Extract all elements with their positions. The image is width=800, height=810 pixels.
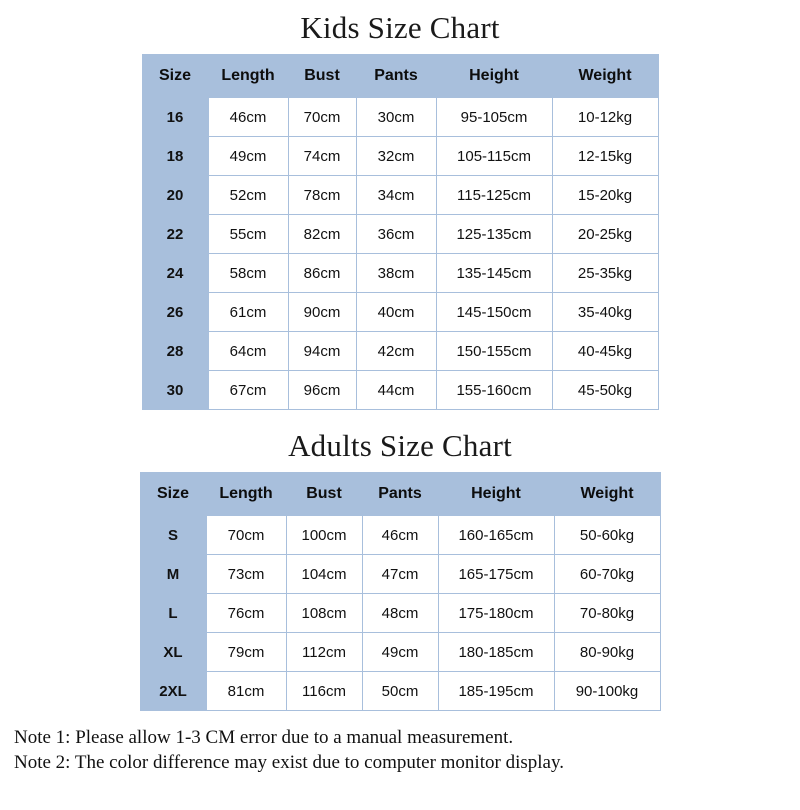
column-header-length: Length [208,55,288,98]
table-row [142,371,658,410]
cell-height: 150-155cm [436,332,552,371]
cell-size: 26 [142,293,208,332]
cell-pants: 47cm [362,555,438,594]
notes-section [0,725,800,775]
cell-weight: 25-35kg [552,254,658,293]
cell-weight: 12-15kg [552,137,658,176]
cell-weight: 20-25kg [552,215,658,254]
column-header-weight: Weight [554,473,660,516]
cell-weight: 40-45kg [552,332,658,371]
kids-table-head [142,55,658,98]
kids-size-table [142,54,659,410]
cell-height: 175-180cm [438,594,554,633]
cell-weight: 45-50kg [552,371,658,410]
cell-weight: 15-20kg [552,176,658,215]
cell-size: 30 [142,371,208,410]
column-header-bust: Bust [286,473,362,516]
column-header-pants: Pants [356,55,436,98]
cell-pants: 44cm [356,371,436,410]
cell-size: 28 [142,332,208,371]
cell-size: 24 [142,254,208,293]
cell-height: 160-165cm [438,516,554,555]
cell-height: 165-175cm [438,555,554,594]
table-header-row [142,55,658,98]
cell-bust: 104cm [286,555,362,594]
cell-weight: 70-80kg [554,594,660,633]
size-chart-page [0,10,800,810]
table-row [140,633,660,672]
adults-table-head [140,473,660,516]
cell-bust: 108cm [286,594,362,633]
cell-pants: 40cm [356,293,436,332]
column-header-bust: Bust [288,55,356,98]
cell-length: 55cm [208,215,288,254]
cell-size: S [140,516,206,555]
cell-bust: 96cm [288,371,356,410]
column-header-height: Height [438,473,554,516]
cell-length: 61cm [208,293,288,332]
table-row [142,332,658,371]
table-header-row [140,473,660,516]
kids-table-body [142,98,658,410]
cell-length: 52cm [208,176,288,215]
cell-size: 16 [142,98,208,137]
cell-bust: 78cm [288,176,356,215]
table-row [142,215,658,254]
cell-size: 18 [142,137,208,176]
cell-size: L [140,594,206,633]
cell-pants: 46cm [362,516,438,555]
cell-length: 58cm [208,254,288,293]
cell-height: 105-115cm [436,137,552,176]
cell-length: 76cm [206,594,286,633]
cell-pants: 50cm [362,672,438,711]
cell-length: 49cm [208,137,288,176]
cell-size: 20 [142,176,208,215]
cell-weight: 10-12kg [552,98,658,137]
cell-pants: 49cm [362,633,438,672]
kids-table-wrapper [0,54,800,410]
cell-length: 46cm [208,98,288,137]
cell-pants: 36cm [356,215,436,254]
table-row [142,254,658,293]
cell-size: 22 [142,215,208,254]
cell-height: 115-125cm [436,176,552,215]
column-header-size: Size [140,473,206,516]
cell-pants: 42cm [356,332,436,371]
cell-size: XL [140,633,206,672]
table-row [140,516,660,555]
note-2: Note 2: The color difference may exist due to computer monitor display. [14,752,564,774]
column-header-size: Size [142,55,208,98]
cell-bust: 82cm [288,215,356,254]
cell-pants: 34cm [356,176,436,215]
cell-weight: 35-40kg [552,293,658,332]
table-row [140,555,660,594]
cell-length: 73cm [206,555,286,594]
cell-bust: 100cm [286,516,362,555]
cell-weight: 80-90kg [554,633,660,672]
cell-bust: 70cm [288,98,356,137]
cell-size: 2XL [140,672,206,711]
cell-height: 95-105cm [436,98,552,137]
kids-chart-title: Kids Size Chart [300,10,500,45]
cell-pants: 32cm [356,137,436,176]
adults-chart-title: Adults Size Chart [288,428,512,463]
cell-length: 79cm [206,633,286,672]
note-1: Note 1: Please allow 1-3 CM error due to a manual measurement. [14,727,514,748]
table-row [140,594,660,633]
cell-height: 135-145cm [436,254,552,293]
cell-height: 155-160cm [436,371,552,410]
cell-length: 64cm [208,332,288,371]
cell-bust: 112cm [286,633,362,672]
cell-length: 67cm [208,371,288,410]
cell-bust: 74cm [288,137,356,176]
adults-table-wrapper [0,472,800,711]
table-row [142,98,658,137]
cell-bust: 90cm [288,293,356,332]
cell-height: 185-195cm [438,672,554,711]
column-header-length: Length [206,473,286,516]
cell-length: 81cm [206,672,286,711]
cell-length: 70cm [206,516,286,555]
table-row [142,137,658,176]
cell-pants: 30cm [356,98,436,137]
table-row [140,672,660,711]
column-header-weight: Weight [552,55,658,98]
cell-bust: 116cm [286,672,362,711]
cell-size: M [140,555,206,594]
cell-weight: 60-70kg [554,555,660,594]
table-row [142,293,658,332]
table-row [142,176,658,215]
cell-bust: 86cm [288,254,356,293]
cell-height: 180-185cm [438,633,554,672]
column-header-pants: Pants [362,473,438,516]
cell-weight: 50-60kg [554,516,660,555]
adults-size-table [140,472,661,711]
cell-height: 145-150cm [436,293,552,332]
column-header-height: Height [436,55,552,98]
cell-pants: 38cm [356,254,436,293]
cell-pants: 48cm [362,594,438,633]
cell-height: 125-135cm [436,215,552,254]
adults-table-body [140,516,660,711]
cell-bust: 94cm [288,332,356,371]
cell-weight: 90-100kg [554,672,660,711]
